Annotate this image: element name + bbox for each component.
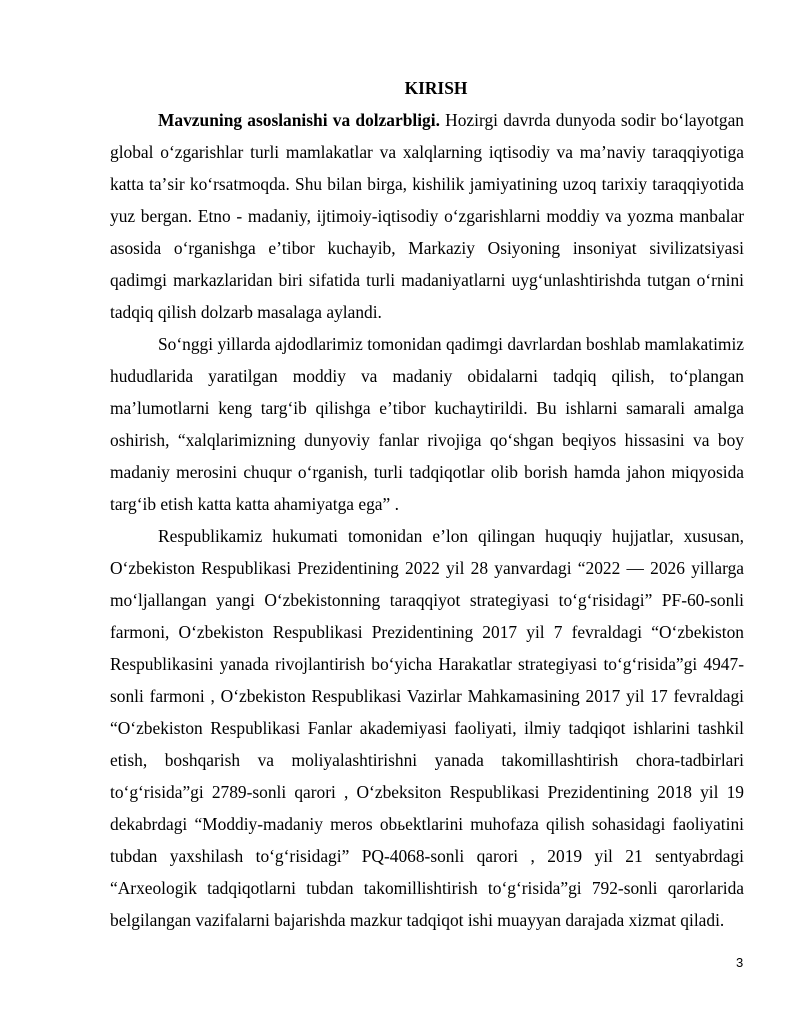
document-page	[110, 72, 744, 936]
paragraph-text: Hozirgi davrda dunyoda sodir boʻlayotgan global oʻzgarishlar turli mamlakatlar va xalqlarning iqtisodiy va maʼnaviy taraqqiyotiga katta taʼsir koʻrsatmoqda. Shu bilan birga, kishilik jamiyatining uzoq tarixiy taraqqiyotida yuz bergan. Etno - madaniy, ijtimoiy-iqtisodiy oʻzgarishlarni moddiy va yozma manbalar asosida oʻrganishga eʼtibor kuchayib, Markaziy Osiyoning insoniyat sivilizatsiyasi qadimgi markazlaridan biri sifatida turli madaniyatlarni uygʻunlashtirishda tutgan oʻrnini tadqiq qilish dolzarb masalaga aylandi.	[110, 110, 744, 322]
page-number: 3	[736, 955, 744, 970]
section-heading: KIRISH	[404, 78, 468, 98]
paragraph-legal-documents	[110, 520, 744, 936]
paragraph-text: Respublikamiz hukumati tomonidan eʼlon qilingan huquqiy hujjatlar, xususan, Oʻzbekiston Respublikasi Prezidentining 2022 yil 28 yanvardagi “2022 — 2026 yillarga moʻljallangan yangi Oʻzbekistonning taraqqiyot strategiyasi toʻgʻrisidagi” PF-60-sonli farmoni, Oʻzbekiston Respublikasi Prezidentining 2017 yil 7 fevraldagi “Oʻzbekiston Respublikasini yanada rivojlantirish boʻyicha Harakatlar strategiyasi toʻgʻrisida”gi 4947-sonli farmoni , Oʻzbekiston Respublikasi Vazirlar Mahkamasining 2017 yil 17 fevraldagi “Oʻzbekiston Respublikasi Fanlar akademiyasi faoliyati, ilmiy tadqiqot ishlarini tashkil etish, boshqarish va moliyalashtirishni yanada takomillashtirish chora-tadbirlari toʻgʻrisida”gi 2789-sonli qarori , Oʻzbeksiton Respublikasi Prezidentining 2018 yil 19 dekabrdagi “Moddiy-madaniy meros obьektlarini muhofaza qilish sohasidagi faoliyatini tubdan yaxshilash toʻgʻrisidagi” PQ-4068-sonli qarori , 2019 yil 21 sentyabrdagi “Arxeologik tadqiqotlarni tubdan takomillishtirish toʻgʻrisida”gi 792-sonli qarorlarida belgilangan vazifalarni bajarishda mazkur tadqiqot ishi muayyan darajada xizmat qiladi.	[110, 526, 744, 930]
paragraph-recent-years	[110, 328, 744, 520]
paragraph-text: Soʻnggi yillarda ajdodlarimiz tomonidan qadimgi davrlardan boshlab mamlakatimiz hududlarida yaratilgan moddiy va madaniy obidalarni tadqiq qilish, toʻplangan maʼlumotlarni keng targʻib qilishga eʼtibor kuchaytirildi. Bu ishlarni samarali amalga oshirish, “xalqlarimizning dunyoviy fanlar rivojiga qoʻshgan beqiyos hissasini va boy madaniy merosini chuqur oʻrganish, turli tadqiqotlar olib borish hamda jahon miqyosida targʻib etish katta katta ahamiyatga ega” .	[110, 334, 744, 514]
paragraph-lead: Mavzuning asoslanishi va dolzarbligi.	[158, 110, 440, 130]
paragraph-relevance	[110, 104, 744, 328]
